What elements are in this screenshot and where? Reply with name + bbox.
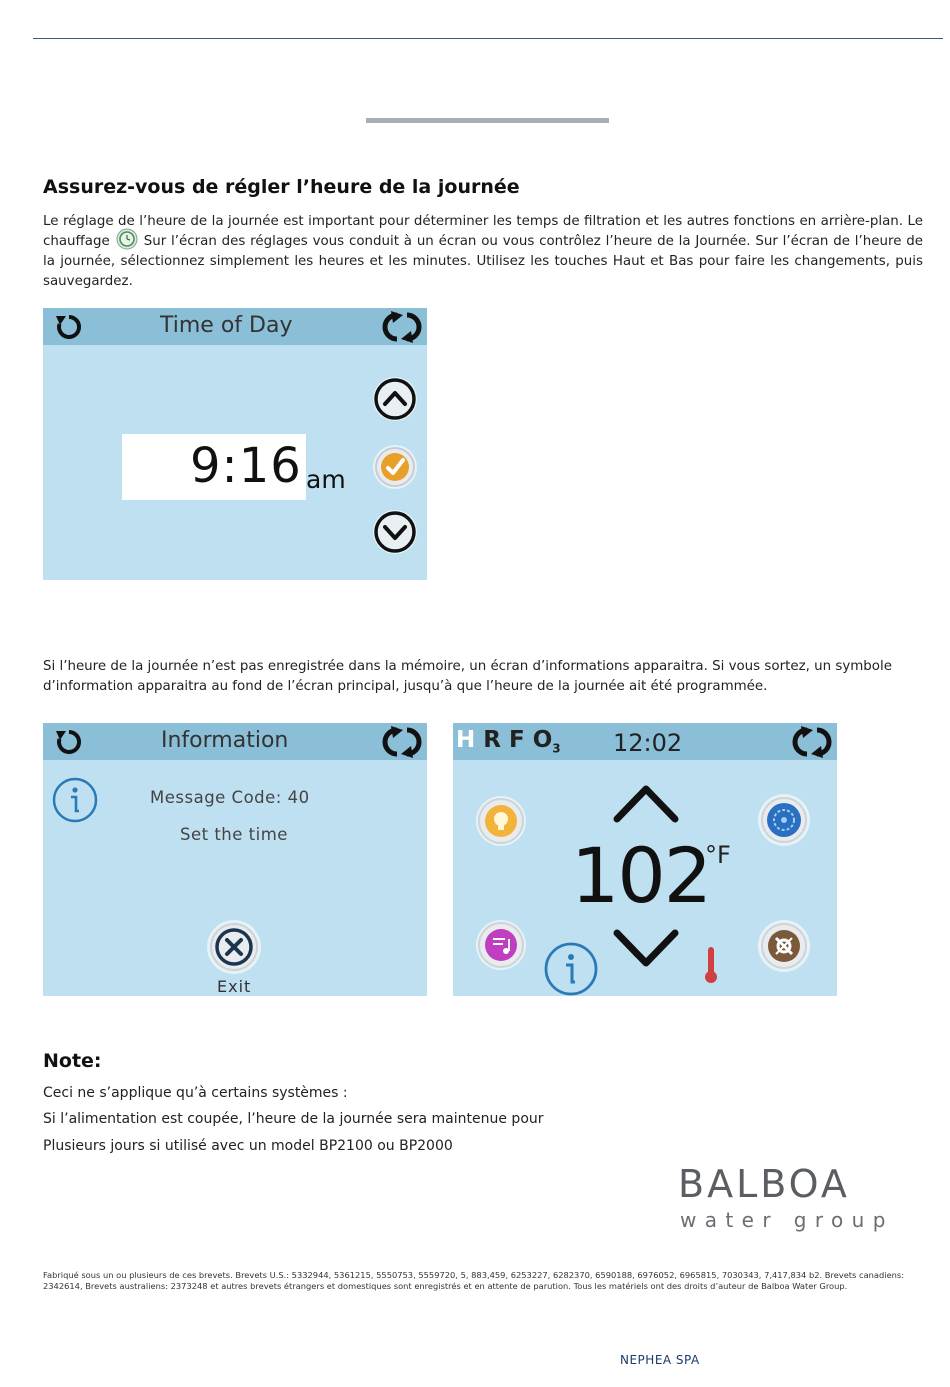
patent-fine-print: Fabriqué sous un ou plusieurs de ces brevets. Brevets U.S.: 5332944, 5361215, 5550753, 5559720, 5, 883,459, 6253227, 6282370, 6590188, 6976052, 6965815, 7030343, 7,417,834 b2. Brevets canadiens: 2342614, Brevets australiens: 2373248 et autres brevets étrangers et domestiques sont enregistrés et en attente de parution. Tous les matériels ont des droits d’auteur de Balboa Water Group. [43,1270,905,1291]
status-indicators [456,727,561,756]
screen-title: Time of Day [160,313,293,338]
music-icon[interactable] [475,919,527,975]
balboa-logo: BALBOA [678,1162,850,1206]
save-check-icon[interactable] [371,443,419,495]
arrow-down-icon[interactable] [371,508,419,560]
settings-clock-icon [114,228,140,250]
arrow-up-icon[interactable] [371,375,419,427]
refresh-icon[interactable] [381,311,423,347]
intro-paragraph [43,212,923,292]
refresh-icon[interactable] [791,726,833,762]
message-text: Set the time [180,825,288,844]
note-line: Ceci ne s’applique qu’à certains systèmes : [43,1085,348,1101]
top-rule [33,38,943,39]
note-line: Plusieurs jours si utilisé avec un model BP2100 ou BP2000 [43,1138,453,1154]
info-icon [51,776,99,828]
temp-up-icon[interactable] [611,781,681,829]
temp-down-icon[interactable] [611,927,681,975]
temperature-unit: °F [705,841,731,869]
heater-indicator: H [456,727,476,753]
note-line: Si l’alimentation est coupée, l’heure de la journée sera maintenue pour [43,1111,544,1127]
jets-icon[interactable] [757,793,811,851]
status-subscript: 3 [552,741,561,756]
exit-label[interactable]: Exit [217,977,252,996]
exit-close-icon[interactable] [206,919,262,979]
intro-text-part1: Le réglage de l’heure de la journée est important pour déterminer les temps de filtration et les autres fonctions en arrière-plan. Le chauffage [43,214,923,249]
temperature-value: 102 [571,831,711,920]
info-paragraph: Si l’heure de la journée n’est pas enregistrée dans la mémoire, un écran d’informations apparaitra. Si vous sortez, un symbole d’information apparaitra au fond de l’écran principal, jusqu’à que l’heure de la journée ait été programmée. [43,659,892,694]
back-icon[interactable] [54,728,84,760]
time-value: 9:16 [190,438,302,494]
information-screen [43,723,427,996]
settings-tools-icon[interactable] [757,919,811,977]
light-bulb-icon[interactable] [475,795,527,851]
time-ampm: am [306,465,346,494]
section-divider [366,118,609,123]
refresh-icon[interactable] [381,726,423,762]
footer-brand: NEPHEA SPA [620,1353,700,1367]
message-code: Message Code: 40 [150,788,310,807]
info-icon[interactable] [543,941,599,996]
screen-title: Information [161,728,289,753]
status-letters: R F O [475,727,553,753]
main-clock: 12:02 [613,729,683,757]
note-heading: Note: [43,1050,102,1072]
balboa-logo-tagline: water group [680,1208,894,1232]
back-icon[interactable] [54,313,84,345]
section-heading: Assurez-vous de régler l’heure de la journée [43,176,520,198]
thermometer-icon [703,945,719,989]
intro-text-part2: Sur l’écran des réglages vous conduit à un écran ou vous contrôlez l’heure de la Journée. Sur l’écran de l’heure de la journée, sélectionnez simplement les heures et les minutes. Utilisez les touches Haut et Bas pour faire les changements, puis sauvegardez. [43,234,923,289]
time-of-day-screen [43,308,427,580]
main-spa-screen [453,723,837,996]
